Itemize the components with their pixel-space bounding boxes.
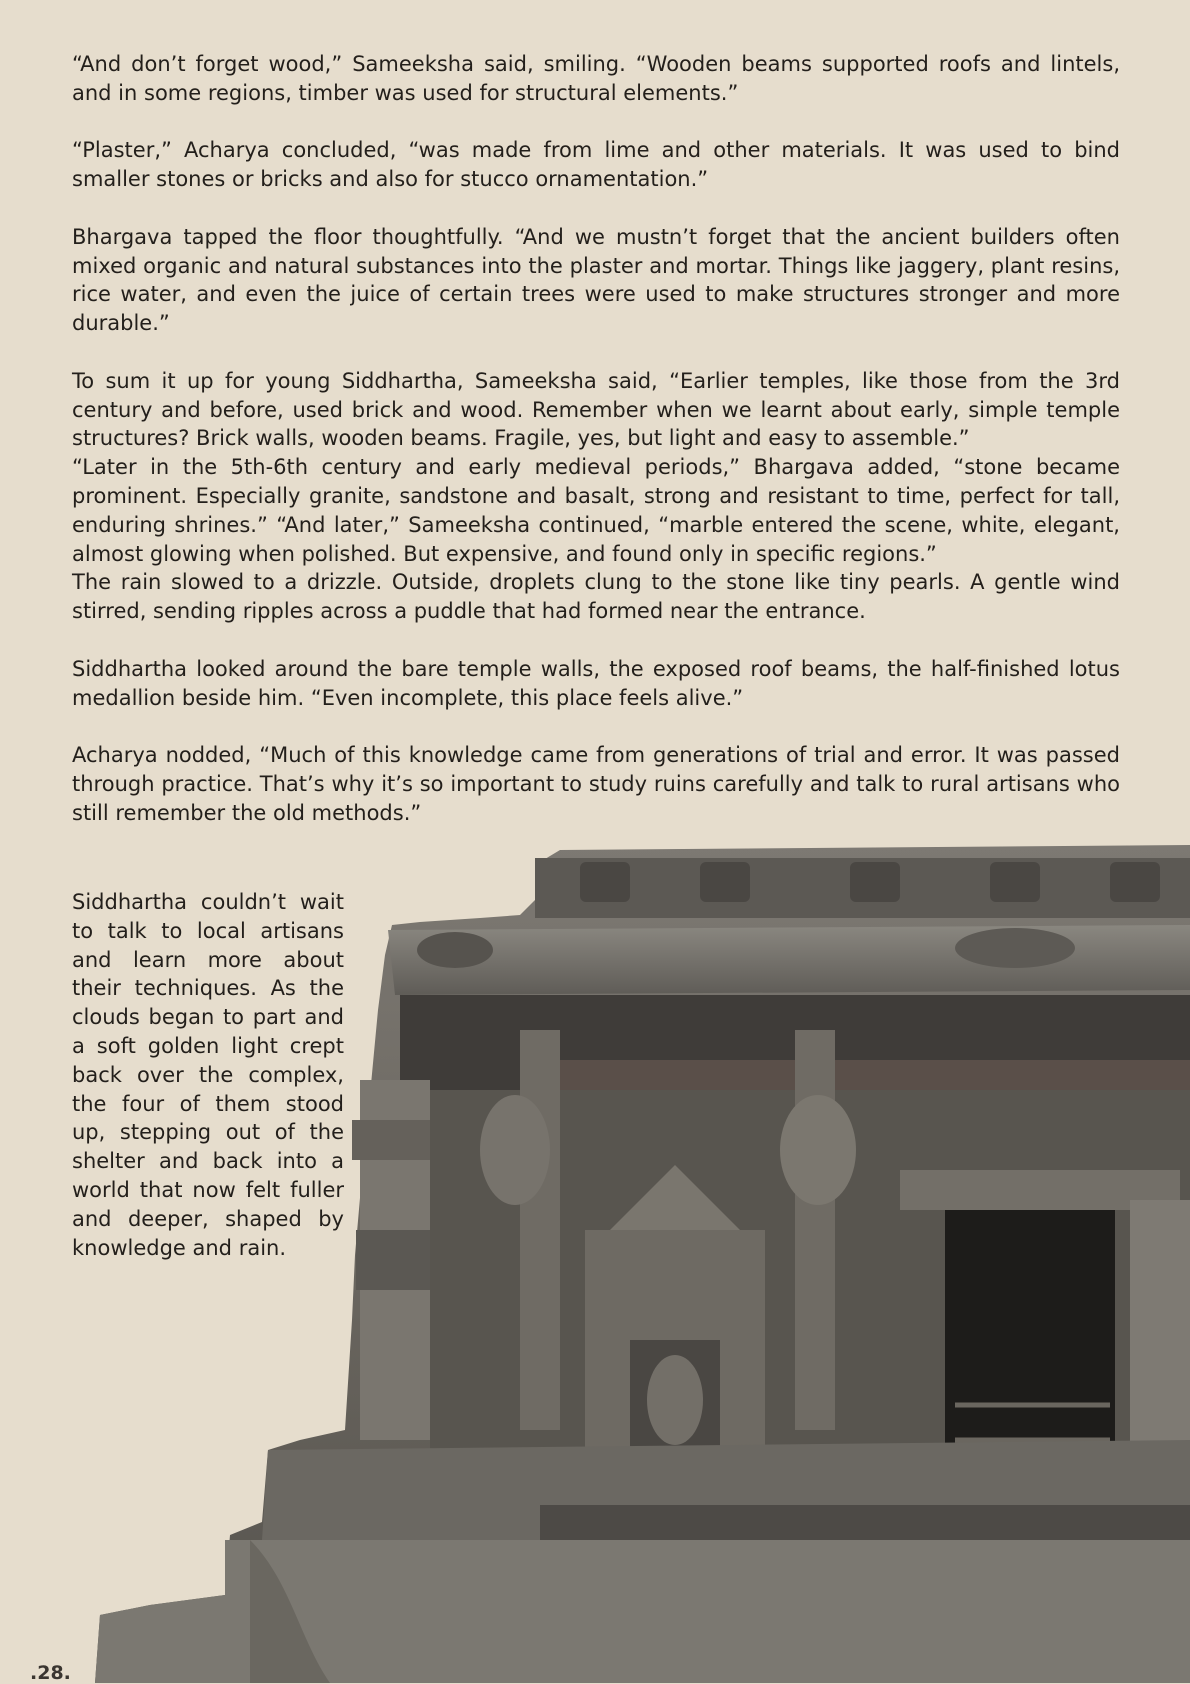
paragraph-siddhartha-looks: Siddhartha looked around the bare temple walls, the exposed roof beams, the half-finished lotus medallion beside him. “Even incomplete, this place feels alive.” [72, 656, 1120, 710]
paragraph-plaster: “Plaster,” Acharya concluded, “was made from lime and other materials. It was used to bind smaller stones or bricks and also for stucco ornamentation.” [72, 138, 1120, 192]
paragraph-stone-marble: “Later in the 5th-6th century and early medieval periods,” Bhargava added, “stone became prominent. Especially granite, sandstone and basalt, strong and resistant to time, perfect for tall, enduring shrines.” “And later,” Sameeksha continued, “marble entered the scene, white, elegant, almost glowing when polished. But expensive, and found only in specific regions.” [72, 455, 1120, 566]
side-text-block [72, 888, 344, 1262]
cornice-beam [388, 925, 1190, 995]
paragraph-organic-substances: Bhargava tapped the floor thoughtfully. “And we mustn’t forget that the ancient builders often mixed organic and natural substances into the plaster and mortar. Things like jaggery, plant resins, rice water, and even the juice of certain trees were used to make structures stronger and more durable.” [72, 224, 1120, 336]
bracket-figure-right [780, 1095, 856, 1205]
paragraph-wood: “And don’t forget wood,” Sameeksha said, smiling. “Wooden beams supported roofs and lintels, and in some regions, timber was used for structural elements.” [72, 52, 1120, 105]
paragraph-summary-brick: To sum it up for young Siddhartha, Sameeksha said, “Earlier temples, like those from the 3rd century and before, used brick and wood. Remember when we learnt about early, simple temple structures? Brick walls, wooden beams. Fragile, yes, but light and easy to assemble.” [72, 368, 1120, 451]
paragraph-rain: The rain slowed to a drizzle. Outside, droplets clung to the stone like tiny pearls. A gentle wind stirred, sending ripples across a puddle that had formed near the entrance. [72, 570, 1120, 624]
paragraph-acharya-knowledge: Acharya nodded, “Much of this knowledge came from generations of trial and error. It was passed through practice. That’s why it’s so important to study ruins carefully and talk to rural artisans who still remember the old methods.” [72, 743, 1120, 825]
page-number: .28. [30, 1662, 71, 1684]
paragraph-artisans: Siddhartha couldn’t wait to talk to local artisans and learn more about their techniques. As the clouds began to part and a soft golden light crept back over the complex, the four of them stood up, stepping out of the shelter and back into a world that now felt fuller and deeper, shaped by knowledge and rain. [72, 890, 344, 1260]
bracket-figure-left [480, 1095, 550, 1205]
